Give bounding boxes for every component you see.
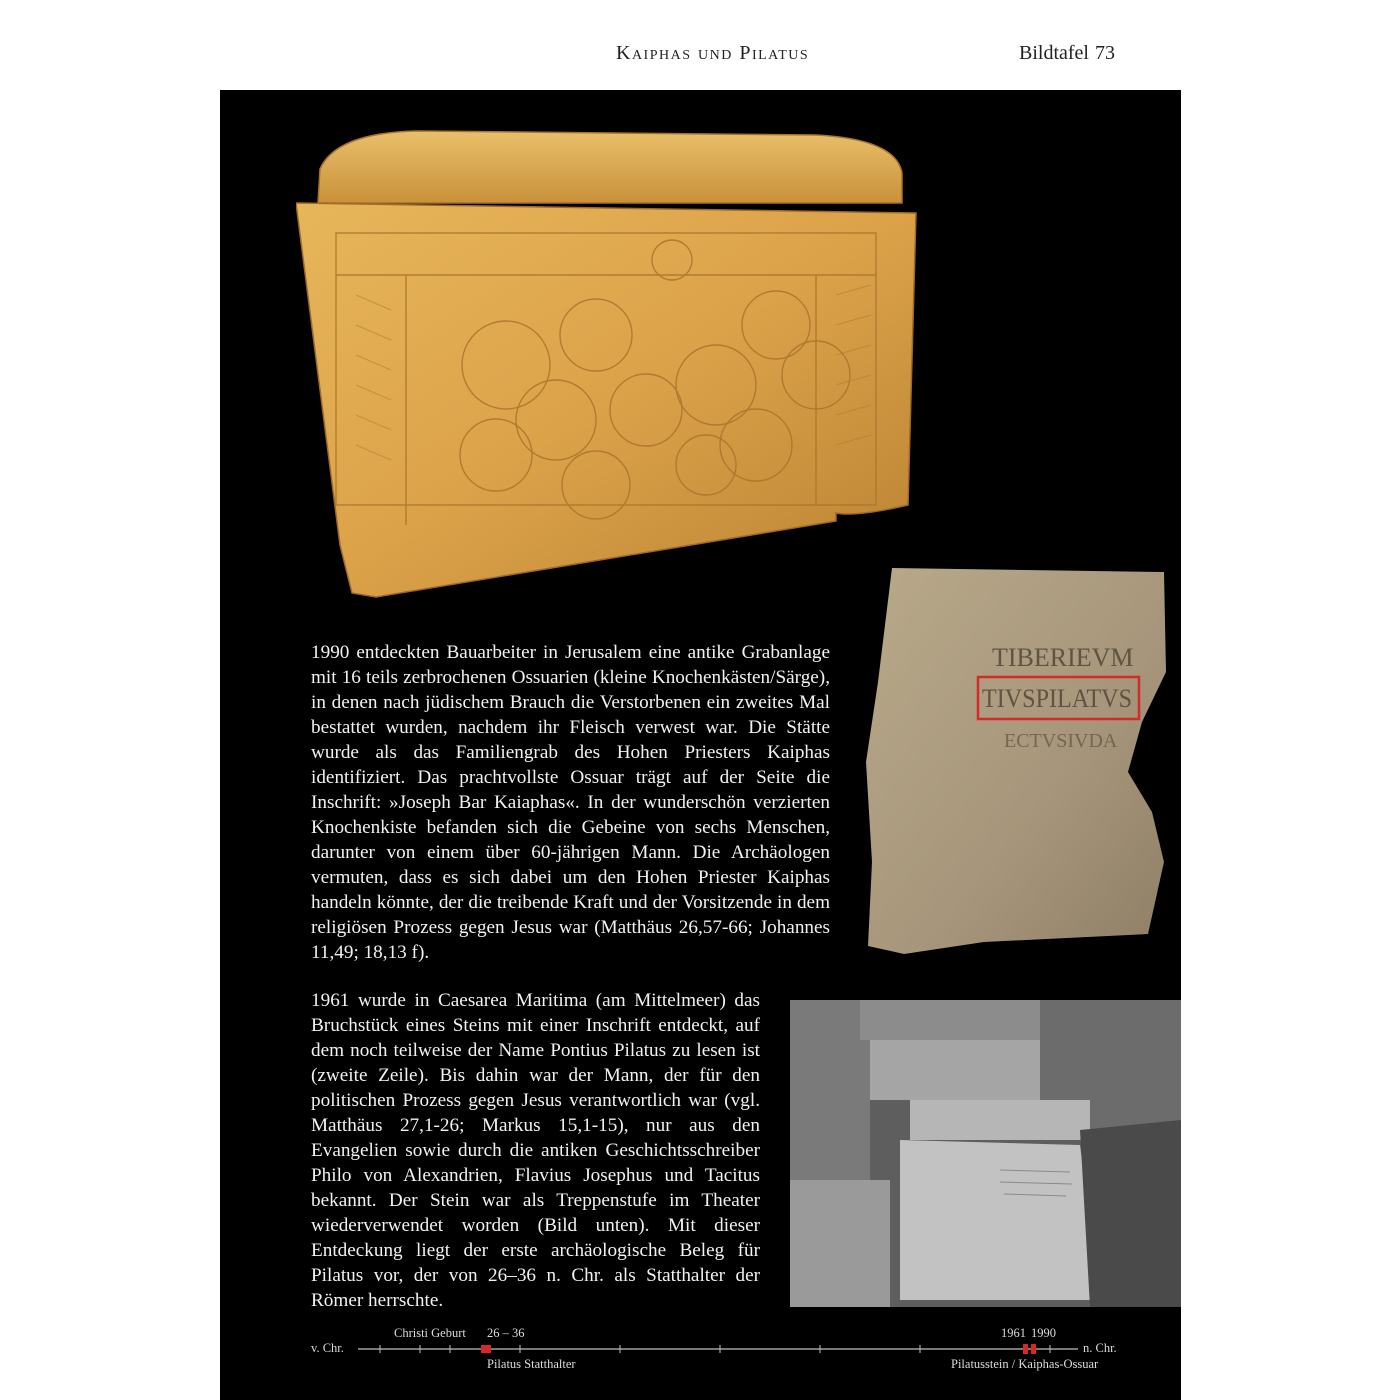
timeline-christi-geburt: Christi Geburt	[394, 1326, 466, 1340]
timeline-pilatusstein: Pilatusstein / Kaiphas-Ossuar	[951, 1357, 1099, 1371]
ossuary-photo	[296, 125, 920, 605]
theatre-step-photo	[790, 1000, 1181, 1307]
timeline-range: 26 – 36	[487, 1326, 525, 1340]
stone-inscription-line-2: TIVSPILATVS	[982, 684, 1132, 713]
running-head: Kaiphas und Pilatus	[616, 42, 810, 64]
plate-number: 73	[1094, 42, 1115, 64]
pilate-stone-photo	[864, 562, 1169, 957]
ossuary-paragraph: 1990 entdeckten Bauarbeiter in Jerusalem eine antike Grabanlage mit 16 teils zerbrochenen Ossuarien (kleine Knochenkästen/Särge), in denen nach jüdischem Brauch die Verstorbenen ein zweites Mal bestattet wurden, nachdem ihr Fleisch verwest war. Die Stätte wurde als das Familiengrab des Hohen Priesters Kaiphas identifiziert. Das prachtvollste Ossuar trägt auf der Seite die Inschrift: »Joseph Bar Kaiaphas«. In der wunderschön verzierten Knochenkiste befanden sich die Gebeine von sechs Menschen, darunter von einem über 60-jährigen Mann. Die Archäologen vermuten, dass es sich dabei um den Hohen Priester Kaiphas handeln könnte, der die treibende Kraft und der Vorsitzende in dem religiösen Prozess gegen Jesus war (Matthäus 26,57-66; Johannes 11,49; 18,13 f).	[311, 642, 830, 963]
timeline-1961: 1961	[1001, 1326, 1026, 1340]
timeline-left-label: v. Chr.	[311, 1341, 344, 1355]
pilate-paragraph: 1961 wurde in Caesarea Maritima (am Mittelmeer) das Bruchstück eines Steins mit einer Inschrift entdeckt, auf dem noch teilweise der Name Pontius Pilatus zu lesen ist (zweite Zeile). Bis dahin war der Mann, der für den politischen Prozess gegen Jesus verantwortlich war (vgl. Matthäus 27,1-26; Markus 15,1-15), nur aus den Evangelien sowie durch die antiken Geschichtsschreiber Philo von Alexandrien, Flavius Josephus und Tacitus bekannt. Der Stein war als Treppenstufe im Theater wiederverwendet worden (Bild unten). Mit dieser Entdeckung liegt der erste archäologische Beleg für Pilatus vor, der von 26–36 n. Chr. als Statthalter der Römer herrschte.	[311, 990, 760, 1311]
stone-inscription-line-1: TIBERIEVM	[992, 643, 1134, 672]
timeline-pilatus-statthalter: Pilatus Statthalter	[487, 1357, 576, 1371]
plate-label	[1019, 42, 1115, 65]
timeline-1990: 1990	[1031, 1326, 1056, 1340]
timeline-right-label: n. Chr.	[1083, 1341, 1117, 1355]
plate-label-text: Bildtafel	[1019, 42, 1089, 64]
stone-inscription-line-3: ECTVSIVDA	[1004, 730, 1118, 752]
